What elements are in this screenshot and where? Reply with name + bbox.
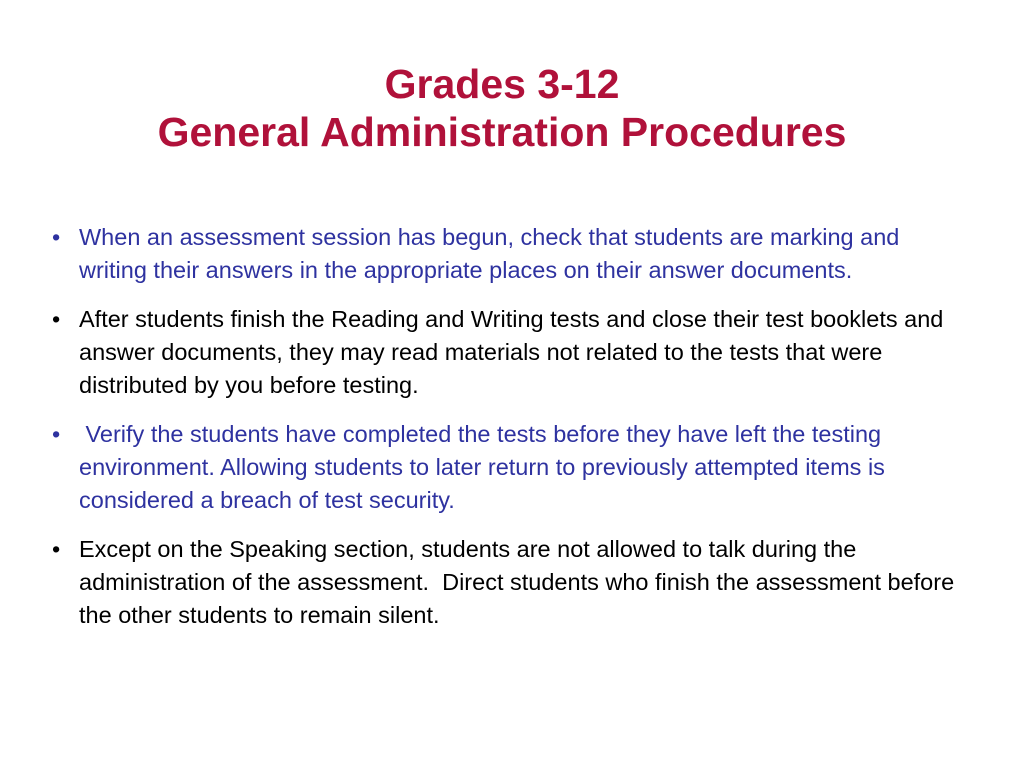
bullet-item [52,533,972,632]
bullet-text: Except on the Speaking section, students are not allowed to talk during the administration of the assessment. Direct students who finish the assessment before the other students to remain silent. [79,536,961,628]
bullet-item [52,418,972,517]
bullet-text: After students finish the Reading and Writing tests and close their test booklets and answer documents, they may read materials not related to the tests that were distributed by you before testing. [79,306,950,398]
bullet-item [52,221,972,287]
bullet-dot-icon: • [52,536,61,562]
bullet-dot-icon: • [52,306,61,332]
bullet-dot-icon: • [52,224,61,250]
bullet-dot-icon: • [52,421,61,447]
title-line-1: Grades 3-12 [384,61,620,107]
bullet-item [52,303,972,402]
bullet-text: Verify the students have completed the tests before they have left the testing environment. Allowing students to later return to previously attempted items is considered a breach of test security. [79,421,892,513]
bullet-list [52,221,972,648]
slide-title [0,60,1004,156]
bullet-text: When an assessment session has begun, check that students are marking and writing their answers in the appropriate places on their answer documents. [79,224,906,283]
title-line-2: General Administration Procedures [157,109,847,155]
